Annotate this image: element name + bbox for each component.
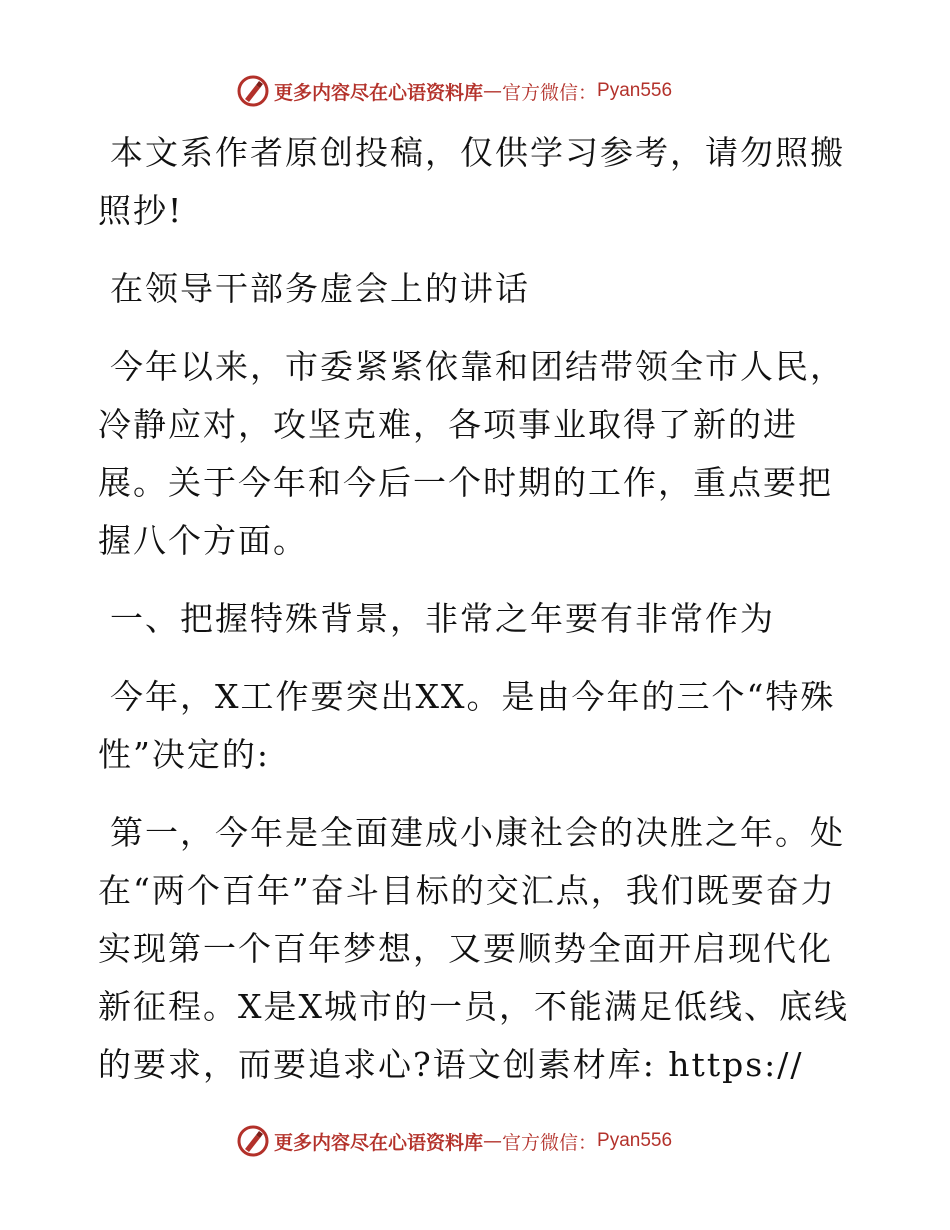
watermark-dash: — (483, 80, 503, 102)
watermark-wechat-id: Pyan556 (597, 1130, 673, 1151)
footer-watermark (236, 1124, 672, 1158)
header-watermark (236, 74, 672, 108)
watermark-label: 官方微信： (502, 1131, 598, 1154)
intro-paragraph: 今年以来，市委紧紧依靠和团结带领全市人民，冷静应对，攻坚克难，各项事业取得了新的进展。关于今年和今后一个时期的工作，重点要把握八个方面。 (98, 347, 845, 560)
disclaimer-paragraph: 本文系作者原创投稿，仅供学习参考，请勿照搬照抄! (98, 133, 845, 230)
watermark-dash: — (483, 1130, 503, 1152)
watermark-text: 更多内容尽在心语资料库 (274, 81, 484, 104)
watermark-wechat-id: Pyan556 (597, 80, 673, 101)
document-body (98, 124, 858, 1114)
body-paragraph: 今年，X工作要突出XX。是由今年的三个“特殊性”决定的: (98, 677, 836, 774)
body-paragraph: 第一，今年是全面建成小康社会的决胜之年。处在“两个百年”奋斗目标的交汇点，我们既要奋力实现第一个百年梦想，又要顺势全面开启现代化新征程。X是X城市的一员，不能满足低线、底线的要求，而要追求心?语文创素材库: https:// (98, 813, 849, 1084)
pen-logo-icon (236, 1124, 270, 1158)
watermark-text: 更多内容尽在心语资料库 (274, 1131, 484, 1154)
pen-logo-icon (236, 74, 270, 108)
document-title: 在领导干部务虚会上的讲话 (110, 269, 530, 308)
watermark-label: 官方微信： (502, 81, 598, 104)
section-heading: 一、把握特殊背景，非常之年要有非常作为 (110, 599, 775, 638)
